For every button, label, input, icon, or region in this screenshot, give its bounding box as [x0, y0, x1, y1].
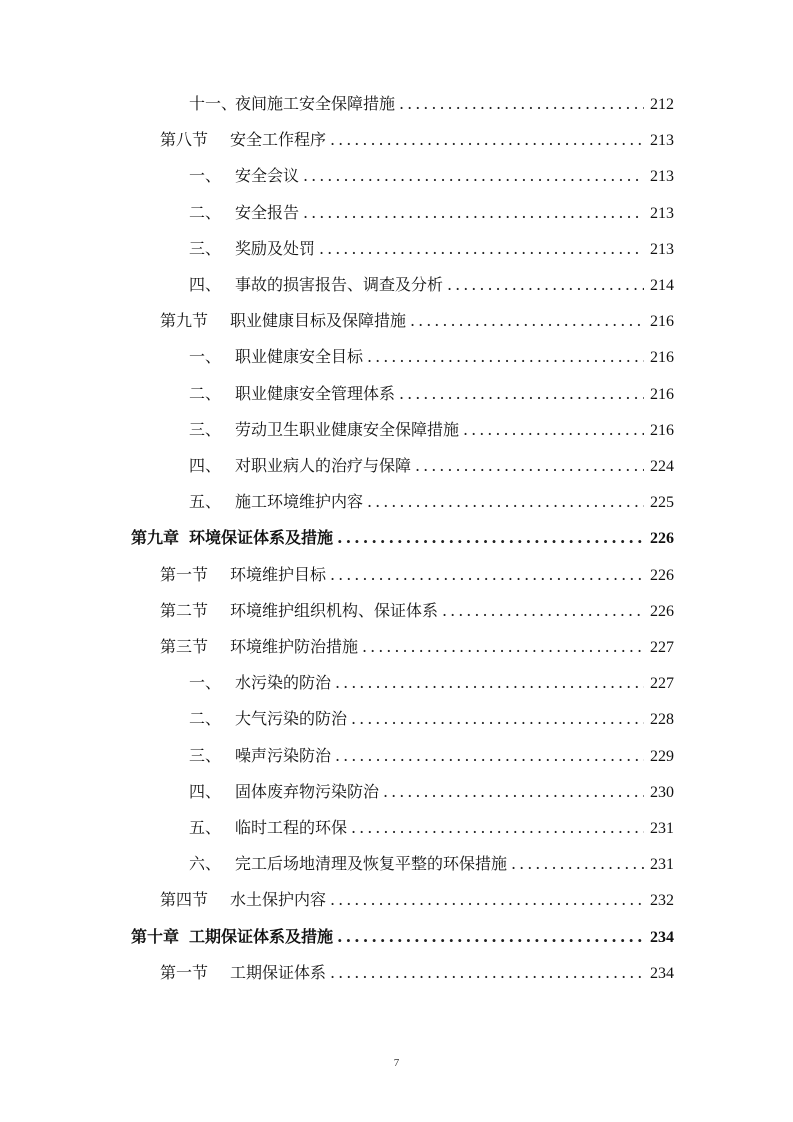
toc-entry-title: 水污染的防治 — [235, 673, 332, 693]
toc-entry-item[interactable] — [189, 488, 674, 516]
toc-leader-dots — [367, 343, 644, 371]
toc-leader-dots — [351, 705, 644, 733]
toc-leader-dots — [442, 597, 644, 625]
toc-leader-dots — [330, 886, 644, 914]
toc-entry-title: 大气污染的防治 — [235, 709, 348, 729]
toc-entry-number: 五、 — [189, 492, 222, 512]
toc-entry-item[interactable] — [189, 380, 674, 408]
toc-entry-number: 第二节 — [160, 600, 209, 620]
toc-leader-dots — [303, 162, 644, 190]
toc-entry-page: 212 — [650, 96, 674, 113]
toc-entry-number: 第九节 — [160, 311, 209, 331]
toc-leader-dots — [399, 380, 644, 408]
toc-entry-page: 216 — [650, 313, 674, 331]
toc-entry-title: 固体废弃物污染防治 — [235, 781, 380, 801]
toc-entry-title: 环境维护组织机构、保证体系 — [230, 600, 439, 620]
toc-leader-dots — [463, 416, 644, 444]
toc-leader-dots — [335, 669, 644, 697]
toc-entry-section[interactable] — [160, 633, 674, 661]
toc-entry-title: 对职业病人的治疗与保障 — [235, 456, 412, 475]
toc-entry-number: 第九章 — [131, 528, 180, 548]
toc-entry-chapter[interactable] — [131, 923, 674, 951]
toc-entry-title: 事故的损害报告、调查及分析 — [235, 275, 444, 294]
toc-entry-item[interactable] — [189, 778, 674, 806]
toc-entry-number: 第十章 — [131, 926, 180, 946]
toc-entry-item[interactable] — [189, 199, 674, 227]
toc-entry-title: 施工环境维护内容 — [235, 492, 364, 512]
toc-entry-page: 230 — [650, 783, 674, 801]
toc-entry-number: 四、 — [189, 275, 222, 294]
toc-entry-page: 213 — [650, 240, 674, 258]
toc-leader-dots — [410, 307, 644, 335]
toc-entry-item[interactable] — [189, 271, 674, 299]
toc-entry-page: 231 — [650, 856, 674, 874]
toc-entry-number: 三、 — [189, 238, 222, 258]
toc-leader-dots — [335, 742, 644, 770]
toc-entry-title: 噪声污染防治 — [235, 745, 332, 765]
toc-entry-title: 奖励及处罚 — [235, 238, 316, 258]
toc-entry-item[interactable] — [189, 235, 674, 263]
toc-entry-number: 三、 — [189, 419, 222, 439]
toc-entry-number: 四、 — [189, 781, 222, 801]
toc-entry-number: 四、 — [189, 456, 222, 475]
toc-entry-chapter[interactable] — [131, 524, 674, 552]
toc-entry-page: 213 — [650, 204, 674, 222]
toc-entry-page: 225 — [650, 494, 674, 512]
toc-entry-title: 安全会议 — [235, 166, 300, 186]
toc-entry-number: 二、 — [189, 709, 222, 729]
toc-entry-number: 三、 — [189, 745, 222, 765]
toc-entry-section[interactable] — [160, 597, 674, 625]
toc-entry-title: 安全工作程序 — [230, 130, 327, 150]
toc-entry-page: 226 — [650, 566, 674, 584]
toc-entry-title: 环境维护目标 — [230, 564, 327, 584]
toc-entry-title: 安全报告 — [235, 202, 300, 222]
toc-entry-number: 二、 — [189, 202, 222, 222]
toc-entry-section[interactable] — [160, 959, 674, 987]
toc-entry-page: 216 — [650, 385, 674, 403]
toc-entry-item[interactable] — [189, 742, 674, 770]
toc-leader-dots — [303, 199, 644, 227]
toc-entry-title: 夜间施工安全保障措施 — [235, 94, 396, 113]
toc-entry-section[interactable] — [160, 886, 674, 914]
toc-entry-number: 第三节 — [160, 637, 209, 656]
toc-leader-dots — [415, 452, 644, 480]
toc-entry-number: 第一节 — [160, 564, 209, 584]
toc-entry-page: 224 — [650, 458, 674, 475]
toc-entry-number: 第四节 — [160, 890, 209, 910]
toc-entry-title: 工期保证体系 — [230, 962, 327, 982]
toc-entry-item[interactable] — [189, 162, 674, 190]
toc-entry-item[interactable] — [189, 814, 674, 842]
toc-entry-item[interactable] — [189, 850, 674, 878]
toc-entry-page: 234 — [650, 928, 674, 946]
toc-entry-title: 劳动卫生职业健康安全保障措施 — [235, 419, 460, 439]
toc-entry-page: 213 — [650, 168, 674, 186]
toc-entry-number: 六、 — [189, 854, 222, 874]
toc-entry-title: 职业健康安全管理体系 — [235, 383, 396, 403]
toc-leader-dots — [399, 90, 644, 118]
toc-entry-item[interactable] — [189, 669, 674, 697]
toc-entry-number: 十一、 — [189, 94, 238, 113]
toc-entry-title: 临时工程的环保 — [235, 818, 348, 837]
toc-entry-number: 第一节 — [160, 962, 209, 982]
toc-entry-page: 216 — [650, 349, 674, 367]
toc-leader-dots — [337, 923, 644, 951]
toc-entry-number: 五、 — [189, 818, 222, 837]
toc-entry-section[interactable] — [160, 561, 674, 589]
toc-entry-item[interactable] — [189, 452, 674, 480]
toc-leader-dots — [447, 271, 644, 299]
toc-entry-number: 二、 — [189, 383, 222, 403]
toc-leader-dots — [330, 126, 644, 154]
toc-entry-title: 工期保证体系及措施 — [189, 926, 334, 946]
toc-leader-dots — [383, 778, 644, 806]
toc-entry-number: 第八节 — [160, 130, 209, 150]
toc-entry-page: 227 — [650, 639, 674, 656]
toc-leader-dots — [511, 850, 644, 878]
toc-entry-section[interactable] — [160, 126, 674, 154]
toc-entry-page: 231 — [650, 820, 674, 837]
toc-leader-dots — [367, 488, 644, 516]
toc-leader-dots — [330, 959, 644, 987]
toc-entry-title: 环境保证体系及措施 — [189, 528, 334, 548]
toc-entry-page: 228 — [650, 711, 674, 729]
toc-entry-page: 213 — [650, 132, 674, 150]
toc-entry-page: 226 — [650, 602, 674, 620]
toc-entry-page: 214 — [650, 277, 674, 294]
toc-entry-title: 职业健康安全目标 — [235, 347, 364, 367]
toc-entry-page: 229 — [650, 747, 674, 765]
toc-entry-page: 226 — [650, 530, 674, 548]
toc-entry-page: 232 — [650, 892, 674, 910]
toc-entry-title: 职业健康目标及保障措施 — [230, 311, 407, 331]
toc-entry-title: 水土保护内容 — [230, 890, 327, 910]
toc-entry-number: 一、 — [189, 673, 222, 693]
toc-leader-dots — [362, 633, 644, 661]
toc-leader-dots — [351, 814, 644, 842]
toc-entry-section[interactable] — [160, 307, 674, 335]
toc-entry-title: 环境维护防治措施 — [230, 637, 359, 656]
toc-leader-dots — [337, 524, 644, 552]
toc-entry-item[interactable] — [189, 416, 674, 444]
toc-leader-dots — [319, 235, 644, 263]
toc-entry-number: 一、 — [189, 347, 222, 367]
toc-entry-item[interactable] — [189, 90, 674, 118]
toc-entry-number: 一、 — [189, 166, 222, 186]
toc-entry-page: 234 — [650, 964, 674, 982]
toc-entry-page: 227 — [650, 675, 674, 693]
toc-entry-item[interactable] — [189, 343, 674, 371]
toc-entry-title: 完工后场地清理及恢复平整的环保措施 — [235, 854, 508, 874]
toc-entry-page: 216 — [650, 421, 674, 439]
toc-leader-dots — [330, 561, 644, 589]
toc-entry-item[interactable] — [189, 705, 674, 733]
page-number: 7 — [393, 1057, 400, 1069]
